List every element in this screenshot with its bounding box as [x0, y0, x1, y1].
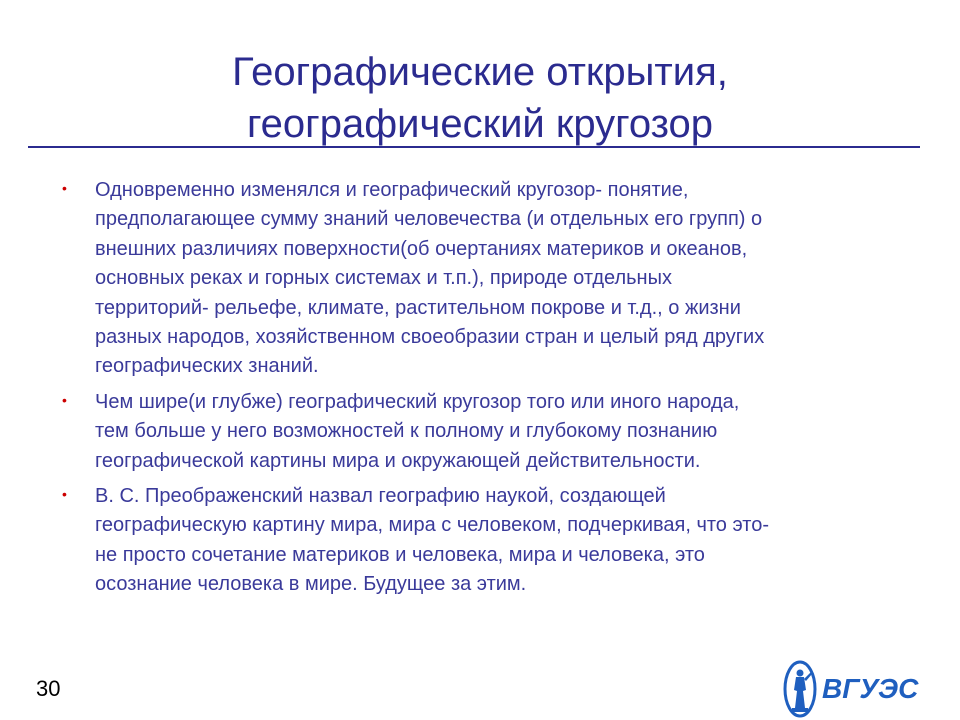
- bullet-text-line: основных реках и горных системах и т.п.), природе отдельных: [95, 267, 672, 290]
- bullet-text-line: географических знаний.: [95, 355, 319, 378]
- bullet-text-line: территорий- рельефе, климате, растительном покрове и т.д., о жизни: [95, 296, 741, 319]
- title-line-2: географический кругозор: [246, 102, 714, 146]
- university-logo-icon: [782, 660, 932, 718]
- title-line-1: Географические открытия,: [232, 50, 728, 94]
- bullet-text-line: разных народов, хозяйственном своеобразии стран и целый ряд других: [95, 326, 765, 349]
- bullet-text-line: Одновременно изменялся и географический кругозор- понятие,: [95, 179, 689, 201]
- bullet-list: [62, 176, 912, 606]
- bullet-text-line: географическую картину мира, мира с человеком, подчеркивая, что это-: [95, 514, 769, 537]
- svg-text:ВГУЭС: ВГУЭС: [822, 673, 919, 704]
- bullet-dot-icon: •: [62, 391, 67, 408]
- slide-number: 30: [36, 676, 61, 701]
- bullet-dot-icon: •: [62, 486, 67, 503]
- bullet-dot-icon: •: [62, 180, 67, 196]
- slide-title: [60, 46, 900, 150]
- bullet-item: [62, 388, 912, 476]
- bullet-item: [62, 176, 912, 382]
- bullet-item: [62, 482, 912, 600]
- title-underline: [28, 146, 920, 148]
- bullet-text-line: не просто сочетание материков и человека, мира и человека, это: [95, 543, 705, 566]
- bullet-text-line: внешних различиях поверхности(об очертаниях материков и океанов,: [95, 237, 748, 260]
- bullet-text-line: тем больше у него возможностей к полному и глубокому познанию: [95, 420, 718, 443]
- bullet-text-line: В. С. Преображенский назвал географию наукой, создающей: [95, 485, 666, 508]
- bullet-text-line: осознание человека в мире. Будущее за этим.: [95, 573, 527, 596]
- bullet-text-line: географической картины мира и окружающей действительности.: [95, 449, 701, 472]
- bullet-text-line: Чем шире(и глубже) географический кругозор того или иного народа,: [95, 390, 740, 413]
- bullet-text-line: предполагающее сумму знаний человечества (и отдельных его групп) о: [95, 208, 763, 231]
